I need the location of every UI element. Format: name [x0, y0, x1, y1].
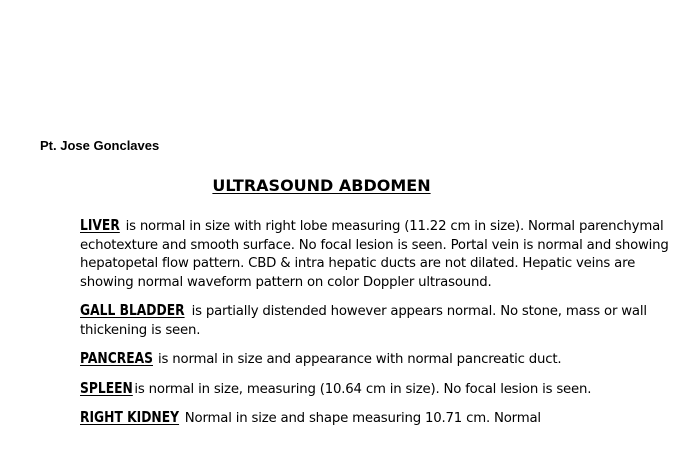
pancreas-text: is normal in size and appearance with normal pancreatic duct.: [154, 352, 562, 367]
spleen-paragraph: [80, 379, 670, 400]
report-title: ULTRASOUND ABDOMEN: [212, 176, 431, 195]
liver-paragraph: [80, 216, 670, 292]
liver-text: is normal in size with right lobe measuring (11.22 cm in size). Normal parenchymal echotexture and smooth surface. No focal lesion is seen. Portal vein is normal and showing hepatopetal flow pattern. CBD & intra hepatic ducts are not dilated. Hepatic veins are showing normal waveform pattern on color Doppler ultrasound.: [80, 219, 669, 290]
gall-bladder-paragraph: [80, 301, 670, 340]
pancreas-paragraph: [80, 349, 670, 370]
report-body: [80, 216, 670, 438]
right-kidney-text: Normal in size and shape measuring 10.71 cm. Normal: [180, 411, 541, 426]
right-kidney-paragraph: [80, 408, 670, 429]
pancreas-heading: PANCREAS: [80, 349, 153, 367]
gall-bladder-text: is partially distended however appears normal. No stone, mass or wall thickening is seen.: [80, 304, 647, 338]
patient-name: Pt. Jose Gonclaves: [40, 138, 160, 153]
right-kidney-heading: RIGHT KIDNEY: [80, 408, 180, 426]
liver-heading: LIVER: [80, 216, 120, 234]
spleen-heading: SPLEEN: [80, 378, 133, 397]
spleen-text: is normal in size, measuring (10.64 cm in size). No focal lesion is seen.: [134, 381, 592, 397]
gall-bladder-heading: GALL BLADDER: [80, 301, 185, 319]
